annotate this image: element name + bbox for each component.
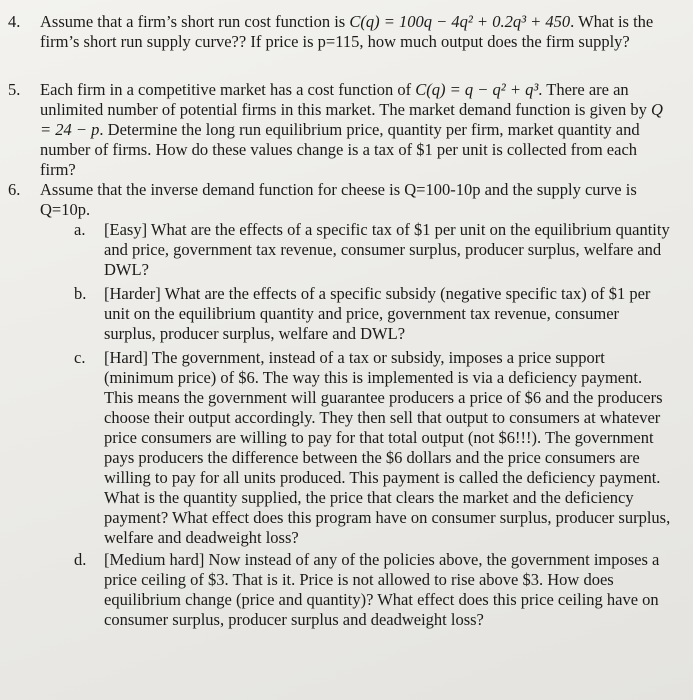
question-5 xyxy=(8,80,673,180)
question-4-text-after: . What is the firm’s short run supply curve?? If price is p=115, how much output does the firm supply? xyxy=(40,12,654,51)
question-5-cost-formula: C(q) = q − q² + q³ xyxy=(415,80,539,99)
question-5-demand-formula: Q = 24 − p xyxy=(40,100,663,139)
part-a-text: [Easy] What are the effects of a specific tax of $1 per unit on the equilibrium quantity and price, government tax revenue, consumer surplus, producer surplus, welfare and DWL? xyxy=(104,220,670,279)
question-6-text: Assume that the inverse demand function for cheese is Q=100-10p and the supply curve is Q=10p. xyxy=(40,180,637,219)
part-b-text: [Harder] What are the effects of a specific subsidy (negative specific tax) of $1 per unit on the equilibrium quantity and price, government tax revenue, consumer surplus, producer surplus, welfare and DWL? xyxy=(104,284,651,343)
part-d-text: [Medium hard] Now instead of any of the policies above, the government imposes a price ceiling of $3. That is it. Price is not allowed to rise above $3. How does equilibrium change (price and quantity)? What effect does this price ceiling have on consumer surplus, producer surplus and deadweight loss? xyxy=(104,550,660,629)
question-4-cost-formula: C(q) = 100q − 4q² + 0.2q³ + 450 xyxy=(349,12,571,31)
question-6-part-a xyxy=(8,220,673,280)
part-d-letter: d. xyxy=(74,550,87,569)
question-5-text-after: . Determine the long run equilibrium price, quantity per firm, market quantity and number of firms. How do these values change is a tax of $1 per unit is collected from each firm? xyxy=(40,120,640,179)
question-4-number: 4. xyxy=(8,12,21,31)
part-c-letter: c. xyxy=(74,348,86,367)
question-6-part-c xyxy=(8,348,673,548)
question-5-number: 5. xyxy=(8,80,21,99)
question-4 xyxy=(8,12,673,52)
part-a-letter: a. xyxy=(74,220,86,239)
part-c-text: [Hard] The government, instead of a tax or subsidy, imposes a price support (minimum price) of $6. The way this is implemented is via a deficiency payment. This means the government will guarantee producers a price of $6 and the producers choose their output accordingly. They then sell that output to consumers at whatever price consumers are willing to pay for that total output (not $6!!!). The government pays producers the difference between the $6 dollars and the price consumers are willing to pay for all units produced. This payment is called the deficiency payment. What is the quantity supplied, the price that clears the market and the deficiency payment? What effect does this program have on consumer surplus, producer surplus, welfare and deadweight loss? xyxy=(104,348,671,547)
question-6-number: 6. xyxy=(8,180,21,199)
question-5-text-middle: . There are an unlimited number of potential firms in this market. The market demand function is given by xyxy=(40,80,651,119)
part-b-letter: b. xyxy=(74,284,87,303)
question-4-text-before: Assume that a firm’s short run cost function is xyxy=(40,12,350,31)
question-6-part-b xyxy=(8,284,673,344)
question-5-text-before: Each firm in a competitive market has a cost function of xyxy=(40,80,416,99)
question-6 xyxy=(8,180,673,220)
question-6-part-d xyxy=(8,550,673,630)
